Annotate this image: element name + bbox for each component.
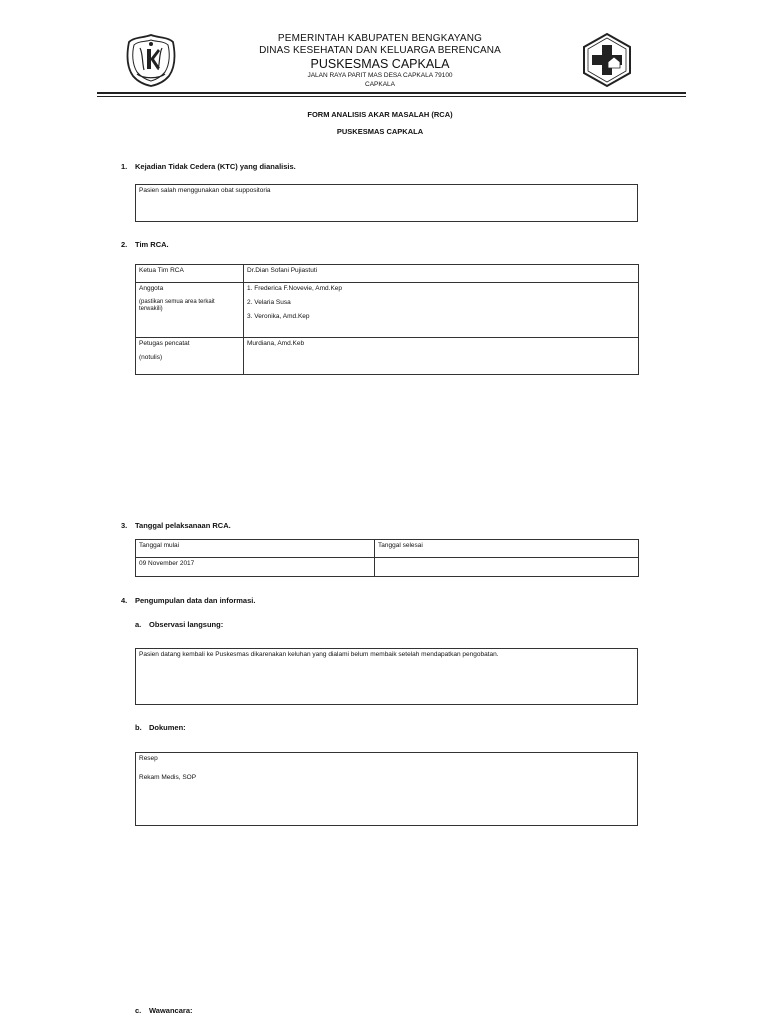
documents-box[interactable] bbox=[135, 752, 638, 826]
rca-team-table bbox=[135, 264, 639, 375]
table-row bbox=[136, 540, 639, 558]
section4b-letter: b. bbox=[135, 723, 142, 732]
member-1: 1. Frederica F.Novevie, Amd.Kep bbox=[247, 285, 343, 292]
rca-dates-table bbox=[135, 539, 639, 577]
puskesmas-logo bbox=[581, 32, 633, 88]
table-row bbox=[136, 265, 639, 283]
section3-heading bbox=[121, 521, 231, 530]
section1-answer-box[interactable] bbox=[135, 184, 638, 222]
notetaker-note: (notulis) bbox=[139, 353, 163, 361]
notetaker-label: Petugas pencatat bbox=[139, 340, 190, 347]
documents-line-1: Resep bbox=[139, 755, 158, 762]
section4-label: Pengumpulan data dan informasi. bbox=[135, 596, 256, 605]
section1-heading bbox=[121, 162, 296, 171]
section3-number: 3. bbox=[121, 521, 128, 530]
section4a-letter: a. bbox=[135, 620, 142, 629]
observation-text: Pasien datang kembali ke Puskesmas dikarenakan keluhan yang dialami belum membaik setelah mendapatkan pengobatan. bbox=[139, 651, 499, 658]
section4c-label: Wawancara: bbox=[149, 1006, 193, 1015]
start-date-value[interactable]: 09 November 2017 bbox=[136, 558, 375, 577]
header-address: JALAN RAYA PARIT MAS DESA CAPKALA 79100 bbox=[307, 72, 453, 79]
end-date-value[interactable] bbox=[375, 558, 639, 577]
section4-heading bbox=[121, 596, 255, 605]
section4a-label: Observasi langsung: bbox=[149, 620, 224, 629]
section3-label: Tanggal pelaksanaan RCA. bbox=[135, 521, 231, 530]
header-government: PEMERINTAH KABUPATEN BENGKAYANG bbox=[277, 33, 483, 44]
member-3: 3. Veronika, Amd.Kep bbox=[247, 312, 310, 320]
section4b-label: Dokumen: bbox=[149, 723, 186, 732]
section1-answer: Pasien salah menggunakan obat suppositoria bbox=[139, 187, 271, 194]
regency-emblem-logo bbox=[123, 32, 179, 88]
form-subtitle: PUSKESMAS CAPKALA bbox=[336, 127, 424, 136]
form-title: FORM ANALISIS AKAR MASALAH (RCA) bbox=[307, 110, 453, 119]
members-note: (pastikan semua area terkait terwakili) bbox=[139, 298, 215, 312]
table-row bbox=[136, 338, 639, 375]
section2-label: Tim RCA. bbox=[135, 240, 169, 249]
team-leader-label: Ketua Tim RCA bbox=[136, 265, 244, 283]
header-department: DINAS KESEHATAN DAN KELUARGA BERENCANA bbox=[259, 45, 501, 56]
section1-number: 1. bbox=[121, 162, 128, 171]
header-city: CAPKALA bbox=[365, 81, 395, 88]
section2-number: 2. bbox=[121, 240, 128, 249]
section4-number: 4. bbox=[121, 596, 128, 605]
documents-line-2: Rekam Medis, SOP bbox=[139, 774, 197, 781]
section4c-heading bbox=[135, 1006, 193, 1015]
section2-heading bbox=[121, 240, 169, 249]
table-row bbox=[136, 283, 639, 338]
header-divider-thin bbox=[97, 96, 686, 97]
section1-label: Kejadian Tidak Cedera (KTC) yang dianalisis. bbox=[135, 162, 296, 171]
notetaker-value[interactable]: Murdiana, Amd.Keb bbox=[244, 338, 639, 375]
team-leader-value[interactable]: Dr.Dian Sofani Pujiastuti bbox=[244, 265, 639, 283]
header-divider-thick bbox=[97, 92, 686, 94]
section4c-letter: c. bbox=[135, 1006, 142, 1015]
table-row bbox=[136, 558, 639, 577]
members-label: Anggota bbox=[139, 285, 164, 292]
section4b-heading bbox=[135, 723, 186, 732]
section4a-heading bbox=[135, 620, 223, 629]
end-date-header: Tanggal selesai bbox=[375, 540, 639, 558]
start-date-header: Tanggal mulai bbox=[136, 540, 375, 558]
member-2: 2. Velaria Susa bbox=[247, 298, 291, 306]
observation-box[interactable] bbox=[135, 648, 638, 705]
header-puskesmas: PUSKESMAS CAPKALA bbox=[310, 57, 450, 71]
